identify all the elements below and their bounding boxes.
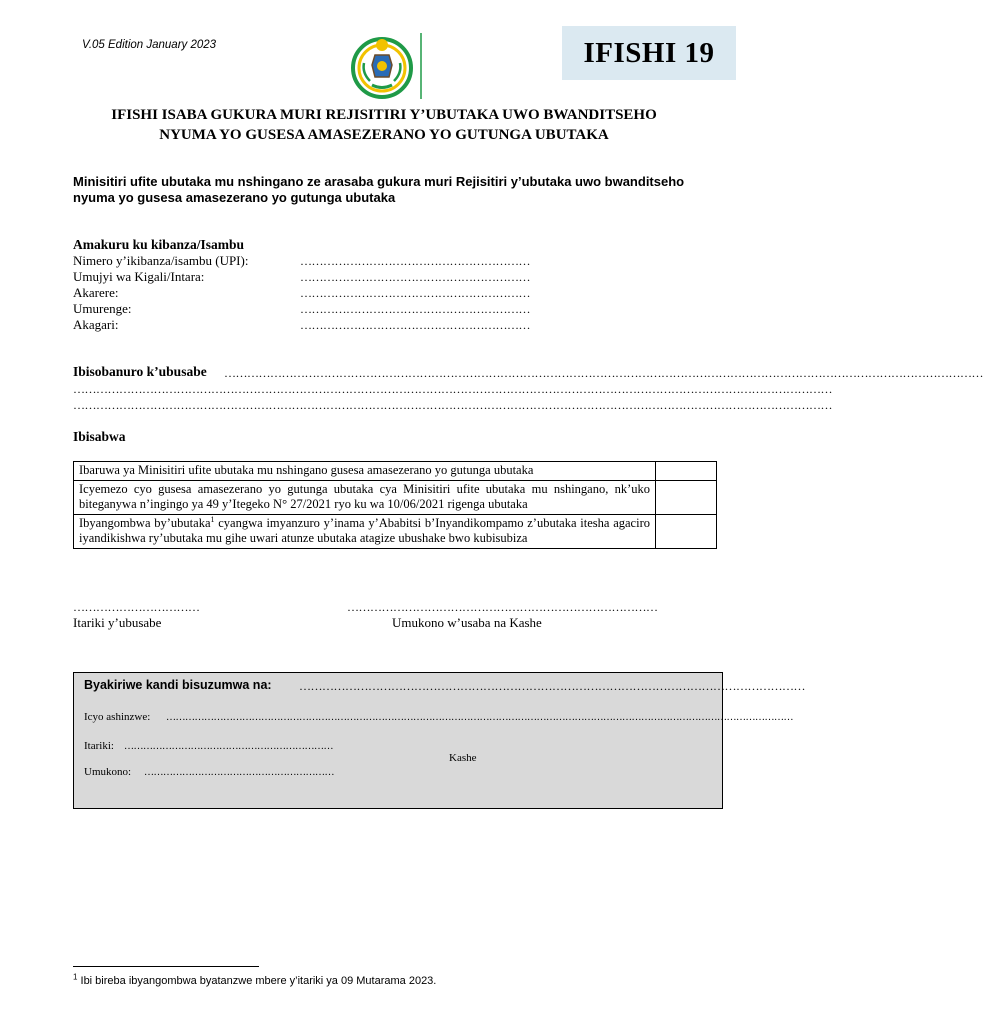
requirement-text-start: Ibyangombwa by’ubutaka [79,516,211,530]
edition-label: V.05 Edition January 2023 [82,39,217,51]
table-row [74,515,717,549]
requirement-checkbox[interactable] [656,481,717,515]
reviewer-signature-label: Umukono: [84,766,132,778]
requirement-text: Ibaruwa ya Minisitiri ufite ubutaka mu nshingano gusesa amasezerano yo gutunga ubutaka [74,462,656,481]
footnote-text: Ibi bireba ibyangombwa byatanzwe mbere y’itariki ya 09 Mutarama 2023. [77,975,437,987]
applicant-signature-label: Umukono w’usaba na Kashe [392,615,542,630]
table-row [74,462,717,481]
review-date-field[interactable]: ………………………………………………………… [124,741,333,752]
position-field[interactable]: ……………………………………………………………………………………………………………………………………………………………………………… [166,712,793,723]
requirement-text [74,515,656,549]
review-date-label: Itariki: [84,740,114,752]
request-description-line2[interactable]: ……………………………………………………………………………………………………………………………………………………………………………… [73,382,832,396]
province-field[interactable]: …………………………………………………… [300,270,530,284]
form-title [40,105,728,145]
upi-field[interactable]: …………………………………………………… [300,254,530,268]
requirement-text-rest: cyangwa imyanzuro y’inama y’Ababitsi b’Inyandikompamo z’ubutaka itesha agaciro iyandikishwa ry’ubutaka mu gihe uwari atunze ubutaka atagize ubushake bwo kubisubiza [79,516,650,545]
intro-text: Minisitiri ufite ubutaka mu nshingano ze arasaba gukura muri Rejisitiri y’ubutaka uwo bwanditseho nyuma yo gusesa amasezerano yo gutunga ubutaka [73,174,685,205]
request-description-line1[interactable]: ……………………………………………………………………………………………………………………………………………………………………………… [224,366,983,380]
applicant-signature-field[interactable]: ……………………………………………………………………… [347,600,658,614]
requirement-checkbox[interactable] [656,462,717,481]
plot-info-heading: Amakuru ku kibanza/Isambu [73,237,245,252]
upi-label: Nimero y’ikibanza/isambu (UPI): [73,253,249,268]
request-description-label: Ibisobanuro k’ubusabe [73,364,207,379]
district-label: Akarere: [73,285,119,300]
requirements-table [73,461,717,549]
table-row [74,481,717,515]
footnote-mark: 1 [73,972,78,982]
cell-field[interactable]: …………………………………………………… [300,318,530,332]
national-seal-logo [342,33,422,99]
reviewer-signature-field[interactable]: …………………………………………………… [144,767,334,778]
footnote-divider [73,966,259,967]
received-by-field[interactable]: …………………………………………………………………………………………………………………… [299,679,805,693]
footnote [73,972,437,987]
district-field[interactable]: …………………………………………………… [300,286,530,300]
form-number-badge: IFISHI 19 [562,26,736,80]
province-label: Umujyi wa Kigali/Intara: [73,269,205,284]
review-box [73,672,805,809]
sector-label: Umurenge: [73,301,132,316]
cell-label: Akagari: [73,317,119,332]
requirements-heading: Ibisabwa [73,429,126,444]
sector-field[interactable]: …………………………………………………… [300,302,530,316]
form-title-line2: NYUMA YO GUSESA AMASEZERANO YO GUTUNGA UBUTAKA [159,127,609,143]
requirement-checkbox[interactable] [656,515,717,549]
request-date-label: Itariki y’ubusabe [73,615,162,630]
request-date-field[interactable]: …………………………… [73,600,200,614]
footnote-reference: 1 [210,514,215,524]
position-label: Icyo ashinzwe: [84,711,151,723]
request-description-line3[interactable]: ……………………………………………………………………………………………………………………………………………………………………………… [73,398,832,412]
requirement-text: Icyemezo cyo gusesa amasezerano yo gutunga ubutaka cya Minisitiri ufite ubutaka mu nshingano, nk’uko biteganywa n’ingingo ya 49 y’Itegeko N° 27/2021 ryo ku wa 10/06/2021 rigenga ubutaka [74,481,656,515]
stamp-label: Kashe [449,752,477,764]
form-title-line1: IFISHI ISABA GUKURA MURI REJISITIRI Y’UBUTAKA UWO BWANDITSEHO [111,107,657,123]
received-by-label: Byakiriwe kandi bisuzumwa na: [84,678,272,692]
